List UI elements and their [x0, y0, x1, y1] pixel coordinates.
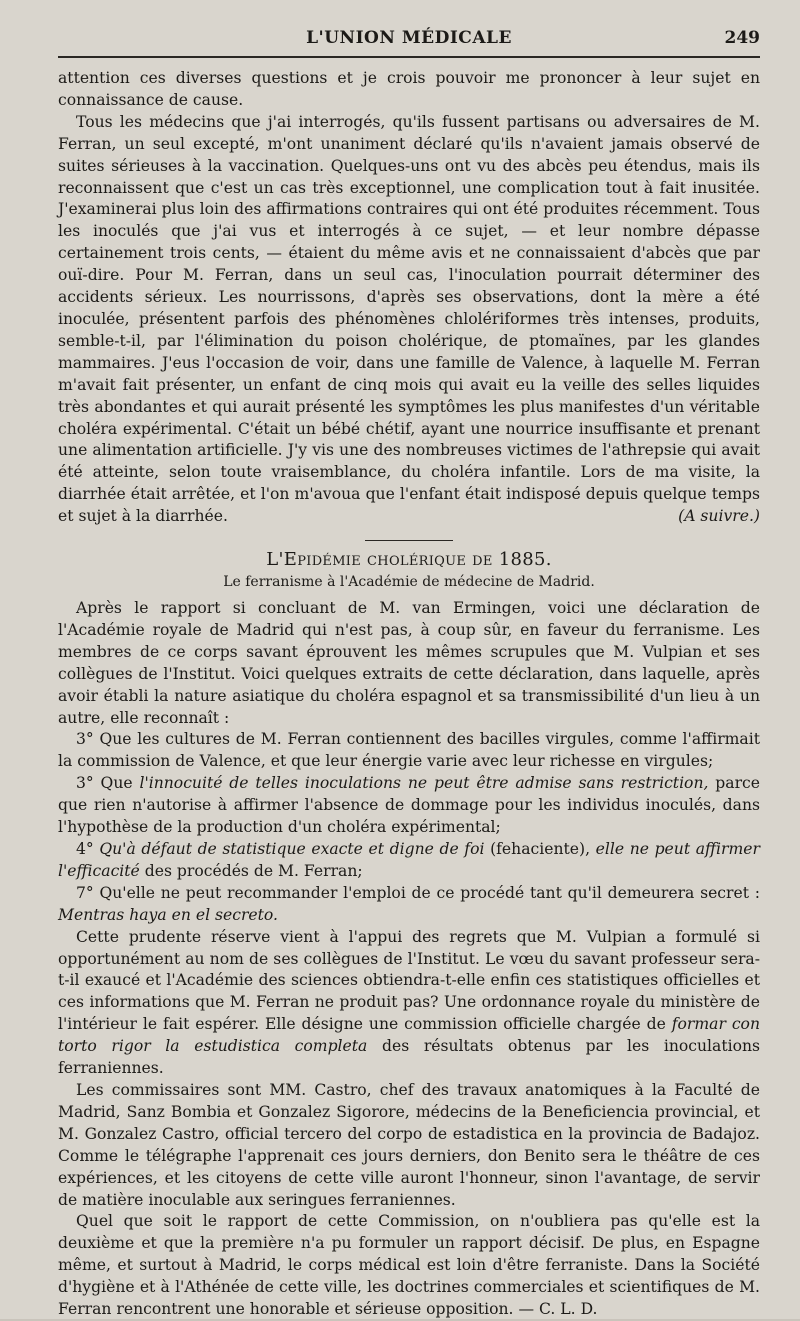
section-title-prefix: L' [266, 549, 284, 571]
paragraph-point-innocuite [58, 773, 760, 839]
paragraph-vaccination [58, 112, 760, 528]
section-title-main: Epidémie cholérique de [283, 549, 499, 571]
point-statistique-rest: des procédés de M. Ferran; [139, 861, 363, 880]
a-suivre-note: (A suivre.) [678, 507, 760, 526]
paragraph-reserve [58, 927, 760, 1080]
point-statistique-italic-2: elle ne peut affirmer l'efficacité [58, 840, 760, 880]
paragraph-academie: Après le rapport si concluant de M. van Ermingen, voici une déclaration de l'Académie royale de Madrid qui n'est pas, à coup sûr, en faveur du ferranisme. Les membres de ce corps savant éprouvent les mêmes scrupules que M. Vulpian et ses collègues de l'Institut. Voici quelques extraits de cette déclaration, dans laquelle, après avoir établi la nature asiatique du choléra espagnol et sa transmissibilité d'un lieu à un autre, elle reconnaît : [58, 599, 760, 727]
paragraph-conclusion: Quel que soit le rapport de cette Commission, on n'oubliera pas qu'elle est la deuxième et que la première n'a pu formuler un rapport décisif. De plus, en Espagne même, et surtout à Madrid, le corps médical est loin d'être ferraniste. Dans la Société d'hygiène et à l'Athénée de cette ville, les doctrines commerciales et scientifiques de M. Ferran rencontrent une honorable et sérieuse opposition. — C. L. D. [58, 1212, 760, 1319]
running-title: L'UNION MÉDICALE [306, 28, 512, 48]
point-secret-prefix: 7° Qu'elle ne peut recommander l'emploi de ce procédé tant qu'il demeurera secret : [76, 883, 760, 902]
section-subtitle: Le ferranisme à l'Académie de médecine de Madrid. [223, 574, 595, 591]
section-separator [365, 540, 453, 541]
paragraph-vaccination-text: Tous les médecins que j'ai interrogés, qu'ils fussent partisans ou adversaires de M. Ferran, un seul excepté, m'ont unaniment déclaré qu'ils n'avaient jamais observé de suites sérieuses à la vaccination. Quelques-uns ont vu des abcès peu étendus, mais ils reconnaissent que c'est un cas très exceptionnel, une complication tout à fait inusitée. J'examinerai plus loin des affirmations contraires qui ont été produites récemment. Tous les inoculés que j'ai vus et interrogés à ce sujet, — et leur nombre dépasse certainement trois cents, — étaient du même avis et ne connaissaient d'abcès que par ouï-dire. Pour M. Ferran, dans un seul cas, l'inoculation pourrait déterminer des accidents sérieux. Les nourrissons, d'après ses observations, dont la mère a été inoculée, présentent parfois des phénomènes chlolériformes très intenses, produits, semble-t-il, par l'élimination du poison cholérique, de ptomaïnes, par les glandes mammaires. J'eus l'occasion de voir, dans une famille de Valence, à laquelle M. Ferran m'avait fait présenter, un enfant de cinq mois qui avait eu la veille des selles liquides très abondantes et qui aurait présenté les symptômes les plus manifestes d'un véritable choléra expérimental. C'était un bébé chétif, ayant une nourrice insuffisante et prenant une alimentation artificielle. J'y vis une des nombreuses victimes de l'athrepsie qui avait été atteinte, selon toute vraisemblance, du choléra infantile. Lors de ma visite, la diarrhée était arrêtée, et l'on m'avoua que l'enfant était indisposé depuis quelque temps et sujet à la diarrhée. [58, 112, 760, 526]
paragraph-point-statistique [58, 839, 760, 883]
point-statistique-italic-1: Qu'à défaut de statistique exacte et digne de foi [99, 840, 485, 858]
point-innocuite-italic: l'innocuité de telles inoculations ne peut être admise sans restriction, [139, 774, 709, 793]
section-title-year: 1885. [498, 549, 552, 571]
reserve-italic: formar con torto rigor la estudistica completa [58, 1015, 760, 1056]
page-header [58, 26, 760, 56]
point-statistique-prefix: 4° [76, 840, 100, 858]
section-title [58, 549, 760, 570]
reserve-text-a: Cette prudente réserve vient à l'appui des regrets que M. Vulpian a formulé si opportunément au nom de ses collègues de l'Institut. Le vœu du savant professeur sera-t-il exaucé et l'Académie des sciences obtiendra-t-elle enfin ces statistiques officielles et ces informations que M. Ferran ne produit pas? Une ordonnance royale du ministère de l'intérieur le fait espérer. Elle désigne une commission officielle chargée de [58, 927, 760, 1034]
page-number: 249 [724, 28, 760, 48]
paragraph-point-secret [58, 883, 760, 927]
paragraph-commissaires: Les commissaires sont MM. Castro, chef des travaux anatomiques à la Faculté de Madrid, Sanz Bombia et Gonzalez Sigorore, médecins de la Beneficiencia provincial, et M. Gonzalez Castro, official tercero del corpo de estadistica en la provincia de Badajoz. Comme le télégraphe l'apprenait ces jours derniers, don Benito sera le théâtre de ces expériences, et les citoyens de cette ville auront l'honneur, sinon l'avantage, de servir de matière inoculable aux seringues ferraniennes. [58, 1080, 760, 1209]
point-secret-italic: Mentras haya en el secreto. [58, 905, 279, 924]
paragraph-point-cultures: 3° Que les cultures de M. Ferran contiennent des bacilles virgules, comme l'affirmait la commission de Valence, et que leur énergie varie avec leur richesse en virgules; [58, 730, 760, 771]
point-innocuite-rest: parce que rien n'autorise à affirmer l'absence de dommage pour les individus inoculés, dans l'hypothèse de la production d'un choléra expérimental; [58, 774, 760, 837]
paragraph-continued: attention ces diverses questions et je crois pouvoir me prononcer à leur sujet en connaissance de cause. [58, 69, 760, 109]
header-rule [58, 56, 760, 58]
point-statistique-paren: (fehaciente), [484, 840, 596, 858]
reserve-text-b: des résultats obtenus par les inoculations ferraniennes. [58, 1037, 761, 1078]
point-innocuite-prefix: 3° Que [76, 774, 140, 793]
